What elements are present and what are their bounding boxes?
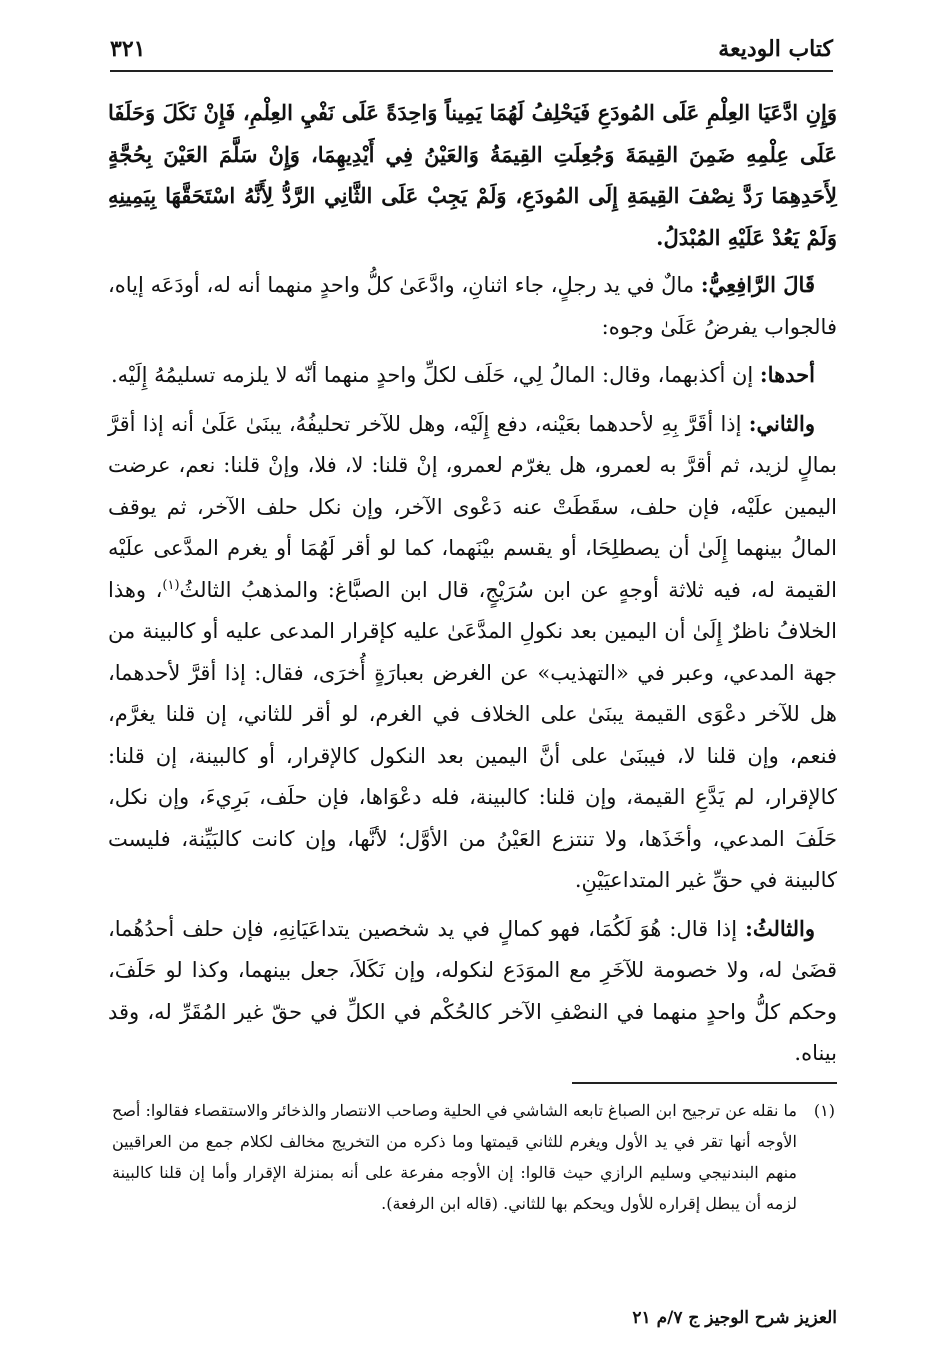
commentary-paragraph xyxy=(108,354,837,397)
printer-signature: العزيز شرح الوجيز ج ٧/م ٢١ xyxy=(632,1308,837,1328)
commentary-paragraph xyxy=(108,264,837,348)
commentary-paragraph xyxy=(108,908,837,1075)
paragraph-text: إذا أقَرَّ بِهِ لأحدهما بعَيْنه، دفع إِلَيْه، وهل للآخر تحليفُهُ، يبنَىٰ عَلَىٰ أنه إذا أقرَّ بمالٍ لزيد، ثم أقرَّ به لعمرو، هل يغرّم لعمرو، إنْ قلنا: لا، فلا، وإنْ قلنا: نعم، عرضت اليمين علَيْه، فإن حلف، سقَطَتْ عنه دَعْوى الآخر، وإن نكل حلف الآخر، ثم يوقف المالُ بينهما إِلَىٰ أن يصطلِحَا، أو يقسم بيْنَهما، كما لو أقر لَهُمَا أو يغرم المدَّعى علَيْه القيمة له، فيه ثلاثة أوجهٍ عن ابن سُرَيْجٍ، قال ابن الصبَّاغ: والمذهبُ الثالثُ xyxy=(108,411,837,602)
commentary-paragraph xyxy=(108,403,837,902)
paragraph-lead: والثاني: xyxy=(748,410,815,436)
paragraph-text: إذا قال: هُوَ لَكُمَا، فهو كمالٍ في يد شخصين يتداعَيَانِهِ، فإن حلف أحدُهُما، قضَىٰ له، ولا خصومة للآخَرِ مع الموَدَع لنكوله، وإن نَكَلاَ، جعل بينهما، وكذا لو حَلَفَ، وحكم كلُّ واحدٍ منهما في النصْفِ الآخر كالحُكْم في الكلِّ في حقّ غير المُقَرِّ له، وقد بيناه. xyxy=(108,916,837,1065)
page-number: ٣٢١ xyxy=(110,36,146,62)
paragraph-text-continued: ، وهذا الخلافُ ناظرٌ إِلَىٰ أن اليمين بعد نكولِ المدَّعَىٰ عليه كإقرار المدعى عليه أو كالبينة من جهة المدعي، وعبر في «التهذيب» عن الغرض بعبارَةٍ أُخرَى، فقال: إذا أقرَّ لأحدهما، هل للآخر دعْوَى القيمة يبنَىٰ على الخلاف في الغرم، لو أقر للثاني، إن قلنا يغرَّم، فنعم، وإن قلنا لا، فيبنَىٰ على أنَّ اليمين بعد النكول كالإقرار، أو كالبينة، إن قلنا: كالإقرار، لم يَدَّعِ القيمة، وإن قلنا: كالبينة، فله دعْوَاها، فإن حلَف، بَرِيءَ، وإن نكل، حَلَفَ المدعي، وأخَذَها، ولا تنتزع العَيْنُ من الأوَّل؛ لأنَّها، وإن كانت كالبَيِّنة، فليست كالبينة في حقِّ غير المتداعيَيْنِ. xyxy=(108,577,837,892)
matn-paragraph: وَإِنِ ادَّعَيَا العِلْمِ عَلَى المُودَعِ فَيَحْلِفُ لَهُمَا يَمِيناً وَاحِدَةً عَلَى نَفْيِ العِلْمِ، فَإِنْ نَكَلَ وَحَلَفَا عَلَى عِلْمِهِ ضَمِنَ القِيمَةَ وَجُعِلَتِ القِيمَةُ وَالعَيْنُ فِي أَيْدِيهِمَا، وَإِنْ سَلَّمَ العَيْنَ بِحُجَّةٍ لِأَحَدِهِمَا رَدَّ نِصْفَ القِيمَةِ إِلَى المُودَعِ، وَلَمْ يَجِبْ عَلَى الثَّانِي الرَّدُّ لِأَنَّهُ اسْتَحَقَّهَا بِيَمِينِهِ وَلَمْ يَعُدْ عَلَيْهِ المُبْدَلُ. xyxy=(108,100,837,250)
footnote-number: (١) xyxy=(813,1101,835,1120)
paragraph-text: إن أكذبهما، وقال: المالُ لِي، حَلَف لكلِّ واحدٍ منهما أنّه لا يلزمه تسليمُهُ إِلَيْه. xyxy=(110,363,760,387)
footnote-reference[interactable]: (١) xyxy=(162,577,180,593)
footnote-divider xyxy=(572,1082,837,1084)
paragraph-lead: أحدها: xyxy=(759,362,815,387)
book-title: كتاب الوديعة xyxy=(718,36,833,62)
page-header xyxy=(110,36,833,72)
paragraph-lead: والثالثُ: xyxy=(745,915,815,941)
main-text xyxy=(108,92,837,1081)
footnote xyxy=(112,1095,835,1219)
paragraph-lead: قَالَ الرَّافِعِيُّ: xyxy=(700,272,815,297)
paragraph-text: مالٌ في يد رجلٍ، جاء اثنانِ، وادَّعَىٰ كلُّ واحدٍ منهما أنه له، أودَعَه إياه، فالجواب يفرضُ عَلَىٰ وجوه: xyxy=(108,273,837,339)
footnote-text: ما نقله عن ترجيح ابن الصباغ تابعه الشاشي في الحلية وصاحب الانتصار والذخائر والاستقصاء فقالوا: أصح الأوجه أنها تقر في يد الأول ويغرم للثاني قيمتها وما ذكره من التخريج مخالف لكلام جمع من العراقيين منهم البندنيجي وسليم الرازي حيث قالوا: إن الأوجه مفرعة على أنه بمنزلة الإقرار وأما إن قلنا كالبينة لزمه أن يبطل إقراره للأول ويحكم بها للثاني. (قاله ابن الرفعة). xyxy=(112,1101,797,1213)
